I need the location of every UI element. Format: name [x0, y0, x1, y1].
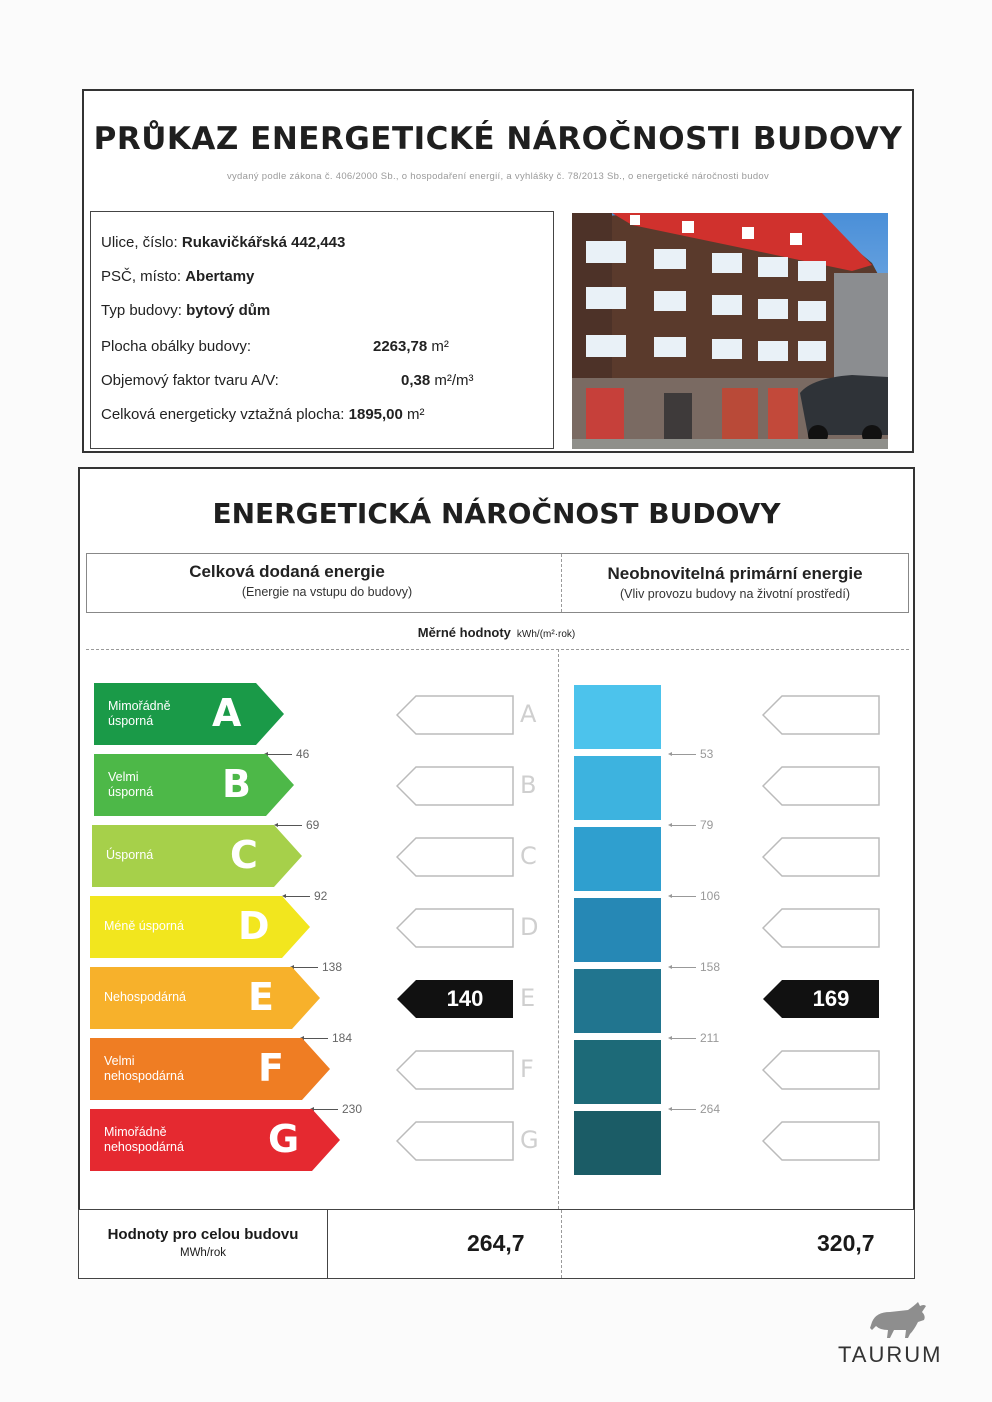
- class-label-line1: Mimořádně: [108, 699, 171, 713]
- right-empty-marker: [762, 1121, 880, 1161]
- shape-value: 0,38: [401, 372, 431, 389]
- right-threshold: [670, 1031, 719, 1045]
- energy-section: [78, 467, 915, 1279]
- threshold-value: 69: [306, 818, 320, 832]
- right-empty-marker: [762, 766, 880, 806]
- class-label-a: [108, 699, 171, 729]
- threshold-value: 79: [700, 818, 714, 832]
- class-letter-e: E: [248, 975, 274, 1019]
- right-empty-marker: [762, 908, 880, 948]
- class-label-line2: nehospodárná: [104, 1069, 184, 1083]
- left-empty-marker: [396, 695, 514, 735]
- right-threshold: [670, 960, 720, 974]
- class-label-line2: úsporná: [108, 714, 154, 728]
- left-empty-marker: [396, 766, 514, 806]
- energy-title: ENERGETICKÁ NÁROČNOST BUDOVY: [212, 497, 781, 530]
- left-empty-marker: [396, 837, 514, 877]
- class-label-line1: Velmi: [108, 770, 139, 784]
- shape-value-group: [401, 372, 474, 389]
- class-label-line1: Úsporná: [106, 848, 154, 862]
- threshold-arrow-icon: [670, 1109, 696, 1110]
- class-label-e: [104, 990, 186, 1005]
- right-empty-marker: [762, 1050, 880, 1090]
- city-value: Abertamy: [185, 268, 255, 285]
- class-label-line2: nehospodárná: [104, 1140, 184, 1154]
- building-photo-illustration: [572, 213, 888, 449]
- class-letter-g: G: [268, 1117, 300, 1161]
- unit-title: Měrné hodnoty: [417, 625, 511, 640]
- class-label-line1: Nehospodárná: [104, 990, 187, 1004]
- class-label-d: [104, 919, 184, 934]
- street-row: [101, 234, 345, 251]
- column-header-panel: [86, 553, 909, 613]
- ghost-class-letter: F: [520, 1055, 534, 1083]
- city-row: [101, 268, 254, 285]
- threshold-value: 230: [342, 1102, 363, 1116]
- class-letter-a: A: [212, 691, 242, 735]
- area-label: Celková energeticky vztažná plocha:: [101, 406, 345, 423]
- class-letter-d: D: [238, 904, 270, 948]
- right-column-subtitle: (Vliv provozu budovy na životní prostředí): [620, 587, 850, 601]
- area-unit: m²: [407, 406, 425, 423]
- right-value-text: 169: [812, 986, 850, 1011]
- street-label: Ulice, číslo:: [101, 234, 178, 251]
- threshold-value: 53: [700, 747, 714, 761]
- left-empty-marker: [396, 1121, 514, 1161]
- whole-building-values: [78, 1209, 915, 1279]
- shape-unit: m²/m³: [434, 372, 474, 389]
- left-column-title: Celková dodaná energie: [189, 562, 385, 581]
- ghost-class-letter: D: [520, 913, 539, 941]
- left-empty-marker: [396, 908, 514, 948]
- threshold-value: 211: [700, 1031, 720, 1045]
- brand-name: TAURUM: [838, 1342, 943, 1367]
- primary-energy-block: [574, 756, 661, 820]
- right-empty-marker: [762, 837, 880, 877]
- page-subtitle: vydaný podle zákona č. 406/2000 Sb., o hospodaření energií, a vyhlášky č. 78/2013 Sb., o energetické náročnosti budov: [226, 171, 770, 182]
- ghost-class-letter: A: [520, 700, 537, 728]
- envelope-value: 2263,78: [373, 338, 428, 355]
- threshold-value: 138: [322, 960, 343, 974]
- class-label-line1: Méně úsporná: [104, 919, 184, 933]
- right-empty-marker: [762, 695, 880, 735]
- certificate-header: [82, 89, 914, 453]
- right-threshold: [670, 818, 713, 832]
- threshold-value: 92: [314, 889, 328, 903]
- threshold-value: 106: [700, 889, 721, 903]
- area-value: 1895,00: [348, 406, 403, 423]
- primary-energy-block: [574, 898, 661, 962]
- shape-row: [101, 372, 279, 389]
- unit-value: kWh/(m²·rok): [516, 629, 576, 640]
- footer-column-divider: [561, 1210, 562, 1278]
- building-info-panel: [90, 211, 554, 449]
- right-column-title: Neobnovitelná primární energie: [607, 564, 863, 583]
- primary-energy-block: [574, 969, 661, 1033]
- footer-divider: [327, 1210, 328, 1278]
- city-label: PSČ, místo:: [101, 268, 182, 285]
- threshold-value: 158: [700, 960, 721, 974]
- scale-divider: [558, 649, 559, 1209]
- envelope-value-group: [373, 338, 449, 355]
- class-letter-c: C: [230, 833, 258, 877]
- threshold-arrow-icon: [670, 967, 696, 968]
- unit-divider: [86, 649, 909, 650]
- envelope-label: Plocha obálky budovy:: [101, 338, 252, 355]
- type-row: [101, 302, 270, 319]
- ghost-class-letter: E: [520, 984, 536, 1012]
- footer-unit: MWh/rok: [180, 1247, 226, 1259]
- threshold-arrow-icon: [670, 825, 696, 826]
- ghost-class-letter: C: [520, 842, 537, 870]
- primary-energy-block: [574, 1040, 661, 1104]
- class-label-g: [104, 1125, 184, 1155]
- threshold-arrow-icon: [670, 754, 696, 755]
- primary-energy-block: [574, 827, 661, 891]
- left-column-subtitle: (Energie na vstupu do budovy): [241, 585, 413, 599]
- street-value: Rukavičkářská 442,443: [181, 234, 346, 251]
- left-value-text: 140: [446, 986, 484, 1011]
- left-empty-marker: [396, 1050, 514, 1090]
- class-letter-b: B: [222, 762, 251, 806]
- primary-energy-block: [574, 685, 661, 749]
- threshold-arrow-icon: [670, 896, 696, 897]
- footer-label: Hodnoty pro celou budovu: [107, 1226, 299, 1243]
- footer-right-value: 320,7: [817, 1230, 875, 1256]
- unit-label: [80, 625, 913, 640]
- threshold-value: 184: [332, 1031, 353, 1045]
- class-label-line1: Velmi: [104, 1054, 135, 1068]
- threshold-value: 46: [296, 747, 310, 761]
- right-threshold: [670, 747, 713, 761]
- class-label-line2: úsporná: [108, 785, 154, 799]
- type-value: bytový dům: [186, 302, 271, 319]
- right-threshold: [670, 1102, 720, 1116]
- footer-left-value: 264,7: [467, 1230, 525, 1256]
- primary-energy-block: [574, 1111, 661, 1175]
- class-label-line1: Mimořádně: [104, 1125, 167, 1139]
- type-label: Typ budovy:: [101, 302, 182, 319]
- ghost-class-letter: G: [520, 1126, 539, 1154]
- class-label-b: [108, 770, 153, 800]
- threshold-arrow-icon: [670, 1038, 696, 1039]
- building-photo: [572, 213, 888, 449]
- area-row: [101, 406, 425, 423]
- right-threshold: [670, 889, 720, 903]
- envelope-unit: m²: [431, 338, 449, 355]
- threshold-value: 264: [700, 1102, 721, 1116]
- class-letter-f: F: [258, 1046, 284, 1090]
- envelope-row: [101, 338, 251, 355]
- shape-label: Objemový faktor tvaru A/V:: [101, 372, 279, 389]
- class-label-f: [104, 1054, 184, 1084]
- ghost-class-letter: B: [520, 771, 537, 799]
- class-label-c: [106, 848, 153, 863]
- bull-logo-icon: [868, 1300, 930, 1345]
- page-title: PRŮKAZ ENERGETICKÉ NÁROČNOSTI BUDOVY: [93, 121, 903, 157]
